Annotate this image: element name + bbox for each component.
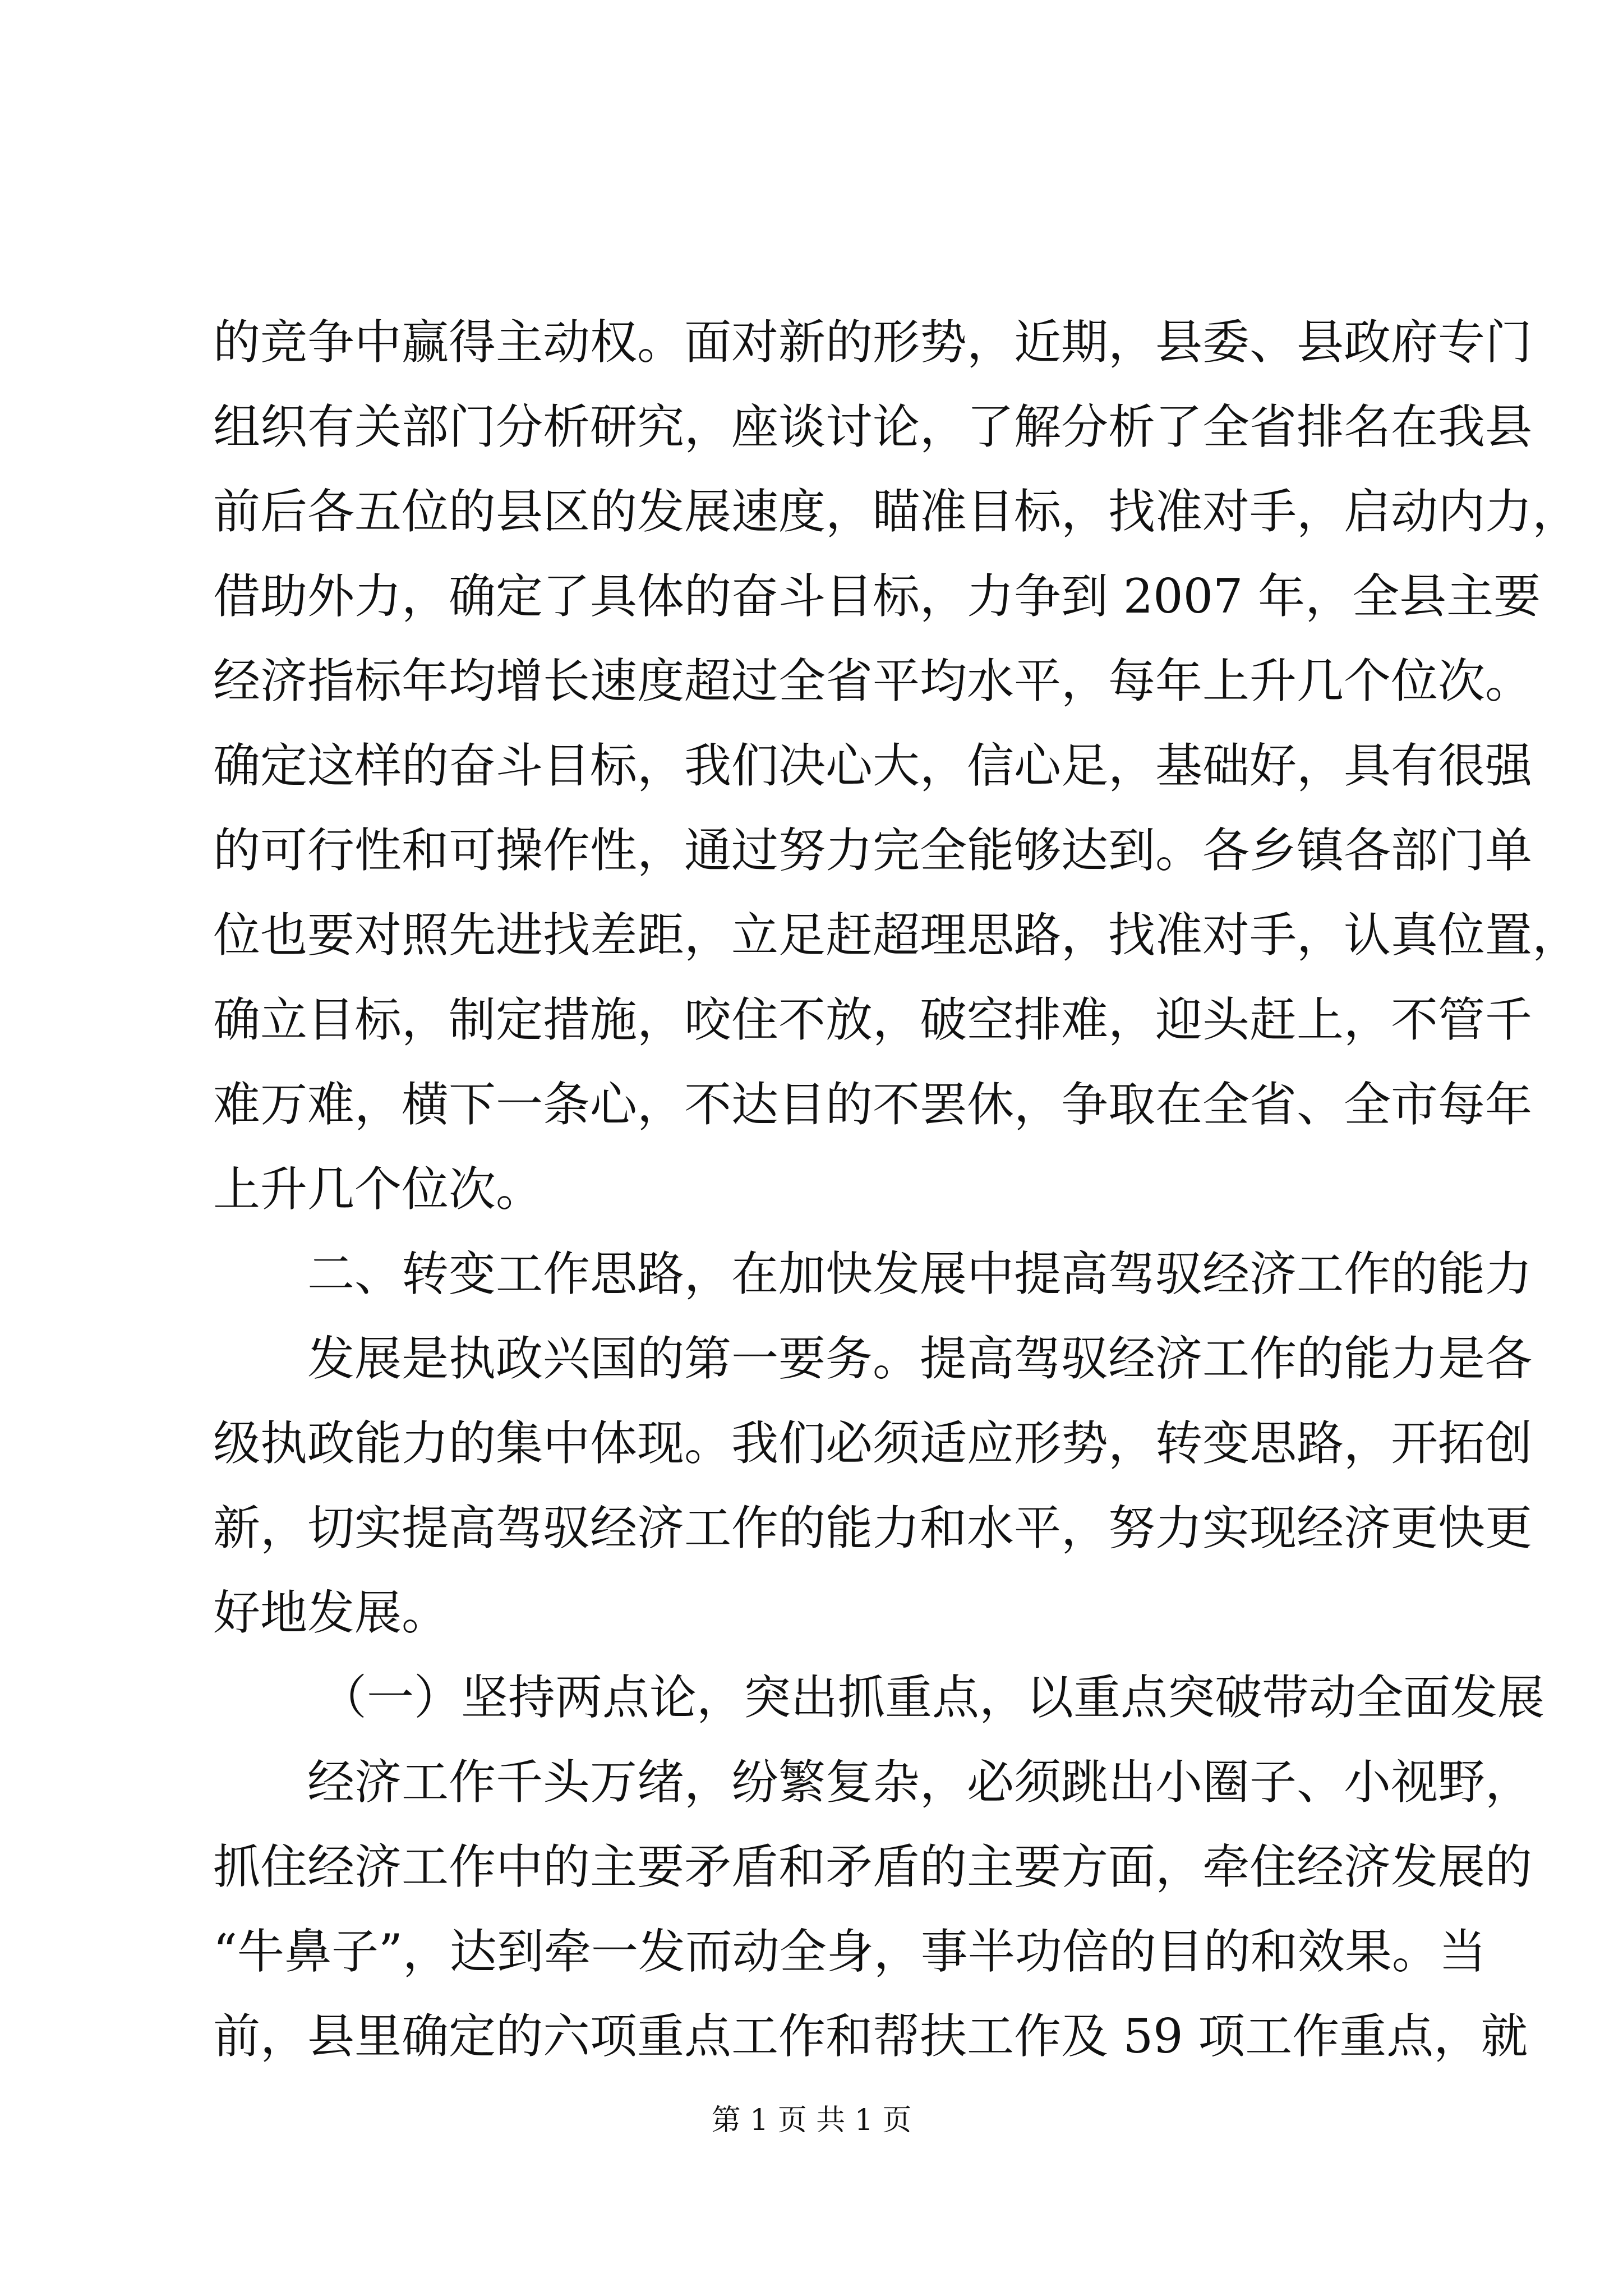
text-line: 新，切实提高驾驭经济工作的能力和水平，努力实现经济更快更 bbox=[213, 1501, 1533, 1556]
text-line: 发展是执政兴国的第一要务。提高驾驭经济工作的能力是各 bbox=[307, 1331, 1533, 1386]
text-line: 前，县里确定的六项重点工作和帮扶工作及 59 项工作重点，就 bbox=[213, 2009, 1528, 2064]
subsection-heading: （一）坚持两点论，突出抓重点，以重点突破带动全面发展 bbox=[320, 1670, 1545, 1725]
text-line: 位也要对照先进找差距，立足赶超理思路，找准对手，认真位置， bbox=[213, 908, 1580, 963]
text-line: 经济工作千头万绪，纷繁复杂，必须跳出小圈子、小视野， bbox=[307, 1755, 1533, 1810]
text-line: 前后各五位的县区的发展速度，瞄准目标，找准对手，启动内力， bbox=[213, 484, 1580, 539]
text-line: 的竞争中赢得主动权。面对新的形势，近期，县委、县政府专门 bbox=[213, 315, 1533, 370]
text-line: 级执政能力的集中体现。我们必须适应形势，转变思路，开拓创 bbox=[213, 1416, 1533, 1471]
section-heading: 二、转变工作思路，在加快发展中提高驾驭经济工作的能力 bbox=[307, 1246, 1533, 1301]
text-line: 确定这样的奋斗目标，我们决心大，信心足，基础好，具有很强 bbox=[213, 738, 1533, 793]
text-line: 借助外力，确定了具体的奋斗目标，力争到 2007 年，全县主要 bbox=[213, 569, 1541, 624]
text-line: 确立目标，制定措施，咬住不放，破空排难，迎头赶上，不管千 bbox=[213, 992, 1533, 1047]
text-line: 的可行性和可操作性，通过努力完全能够达到。各乡镇各部门单 bbox=[213, 823, 1533, 878]
text-line: 抓住经济工作中的主要矛盾和矛盾的主要方面，牵住经济发展的 bbox=[213, 1839, 1533, 1894]
text-line: 好地发展。 bbox=[213, 1585, 449, 1640]
text-line: 上升几个位次。 bbox=[213, 1162, 543, 1217]
text-line: 经济指标年均增长速度超过全省平均水平，每年上升几个位次。 bbox=[213, 654, 1533, 708]
text-line: “牛鼻子”，达到牵一发而动全身，事半功倍的目的和效果。当 bbox=[213, 1924, 1486, 1979]
text-line: 组织有关部门分析研究，座谈讨论，了解分析了全省排名在我县 bbox=[213, 399, 1533, 454]
text-line: 难万难，横下一条心，不达目的不罢休，争取在全省、全市每年 bbox=[213, 1077, 1533, 1132]
page-number-footer: 第 1 页 共 1 页 bbox=[711, 2104, 912, 2137]
